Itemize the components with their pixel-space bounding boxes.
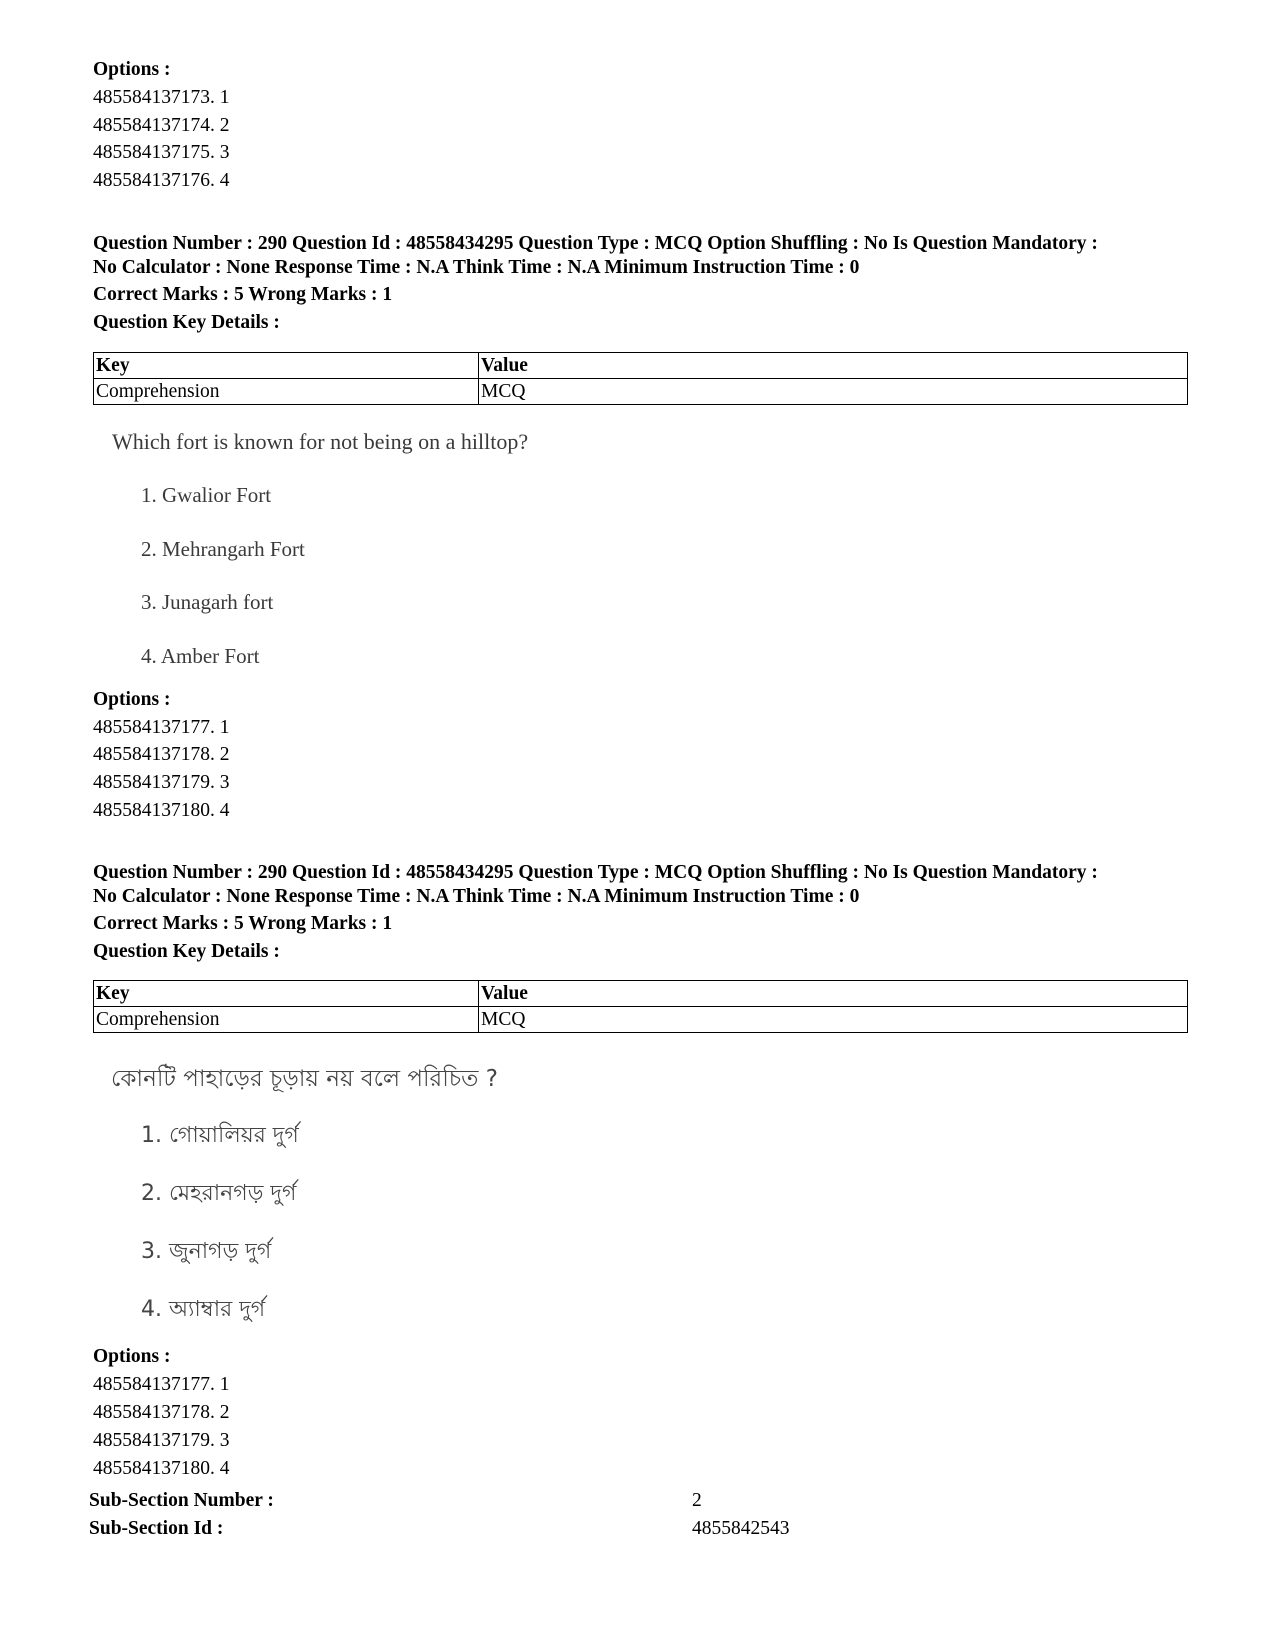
table-header-value: Value xyxy=(479,353,1188,379)
key-details-label: Question Key Details : xyxy=(93,941,280,962)
choice-item: 1. গোয়ালিয়র দুর্গ xyxy=(141,1123,299,1148)
choice-item: 4. অ্যাম্বার দুর্গ xyxy=(141,1297,266,1322)
option-item: 485584137175. 3 xyxy=(93,142,230,163)
table-cell-value: MCQ xyxy=(479,379,1188,405)
question-header-line2: No Calculator : None Response Time : N.A Think Time : N.A Minimum Instruction Time : 0 xyxy=(93,885,860,907)
option-item: 485584137178. 2 xyxy=(93,1402,230,1423)
option-item: 485584137177. 1 xyxy=(93,717,230,738)
option-item: 485584137174. 2 xyxy=(93,115,230,136)
table-header-key: Key xyxy=(94,981,479,1007)
table-header-row xyxy=(94,981,1188,1007)
marks-line: Correct Marks : 5 Wrong Marks : 1 xyxy=(93,284,393,305)
choice-item: 4. Amber Fort xyxy=(141,644,260,668)
question-text: Which fort is known for not being on a hilltop? xyxy=(112,429,529,454)
subsection-id-value: 4855842543 xyxy=(692,1518,790,1539)
question-text: কোনটি পাহাড়ের চূড়ায় নয় বলে পরিচিত ? xyxy=(111,1066,498,1092)
table-cell-key: Comprehension xyxy=(94,379,479,405)
subsection-id-label: Sub-Section Id : xyxy=(89,1518,224,1539)
key-details-table xyxy=(93,352,1188,405)
key-details-table xyxy=(93,980,1188,1033)
question-header-line1: Question Number : 290 Question Id : 48558434295 Question Type : MCQ Option Shuffling : No Is Question Mandatory : xyxy=(93,233,1098,254)
key-details-label: Question Key Details : xyxy=(93,312,280,333)
subsection-number-value: 2 xyxy=(692,1490,702,1511)
option-item: 485584137179. 3 xyxy=(93,772,230,793)
marks-line: Correct Marks : 5 Wrong Marks : 1 xyxy=(93,913,393,934)
table-header-value: Value xyxy=(479,981,1188,1007)
option-item: 485584137180. 4 xyxy=(93,800,230,821)
options-label: Options : xyxy=(93,689,171,710)
option-item: 485584137180. 4 xyxy=(93,1458,230,1479)
subsection-number-label: Sub-Section Number : xyxy=(89,1490,274,1511)
option-item: 485584137173. 1 xyxy=(93,87,230,108)
choice-item: 3. Junagarh fort xyxy=(141,590,274,614)
table-row xyxy=(94,379,1188,405)
question-header xyxy=(93,232,1188,279)
option-item: 485584137178. 2 xyxy=(93,744,230,765)
option-item: 485584137177. 1 xyxy=(93,1374,230,1395)
table-row xyxy=(94,1007,1188,1033)
table-header-row xyxy=(94,353,1188,379)
question-header-line1: Question Number : 290 Question Id : 48558434295 Question Type : MCQ Option Shuffling : No Is Question Mandatory : xyxy=(93,862,1098,883)
table-cell-key: Comprehension xyxy=(94,1007,479,1033)
choice-item: 1. Gwalior Fort xyxy=(141,483,272,507)
table-header-key: Key xyxy=(94,353,479,379)
choice-item: 2. মেহরানগড় দুর্গ xyxy=(141,1181,297,1206)
choice-item: 3. জুনাগড় দুর্গ xyxy=(141,1239,272,1264)
question-header-line2: No Calculator : None Response Time : N.A Think Time : N.A Minimum Instruction Time : 0 xyxy=(93,256,860,278)
table-cell-value: MCQ xyxy=(479,1007,1188,1033)
options-label: Options : xyxy=(93,1346,171,1367)
option-item: 485584137176. 4 xyxy=(93,170,230,191)
question-header xyxy=(93,861,1188,908)
option-item: 485584137179. 3 xyxy=(93,1430,230,1451)
choice-item: 2. Mehrangarh Fort xyxy=(141,537,305,561)
options-label: Options : xyxy=(93,59,171,80)
